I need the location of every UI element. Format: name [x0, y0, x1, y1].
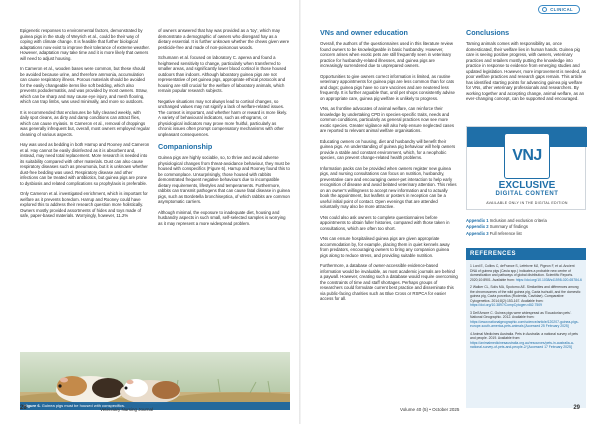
paragraph: VNs can ensure hospitalised guinea pigs are given appropriate accommodation by, for example, placing them in quiet kennels away from predators, encouraging owners to bring any companion guinea pigs along to reduce stress, and providing suitable nutrition. [320, 236, 450, 258]
appendix-item[interactable]: Appendix 1 Inclusion and exclusion criteria [466, 218, 547, 223]
paragraph: Overall, the authors of the questionnaires used in this literature review found owners to be knowledgeable in basic husbandry. However, concern arises when exotic pets are still frequently seen in veterinary practice for husbandry-related illnesses, and guinea pigs are increasingly surrendered due to unprepared owners. [320, 41, 454, 68]
paragraph: Epigenetic responses to environmental factors, demonstrated by guinea pigs in the study of Weyrich et al., could be their way of coping with climate change. It is feasible that further biological adaptations now exist to improve their tolerance of extreme weather. However, adaptation may take time and it is more likely that owners will need to adjust housing. [20, 28, 150, 61]
paragraph: Guinea pigs are highly sociable, so, to thrive and avoid adverse physiological changes from threat-avoidance behaviour, they must be housed with conspecifics (Figure 6). Harrup and Rooney found this to be commonplace. Unsurprisingly, those housed with rabbits demonstrated frequent negative behaviours due to incompatible dietary requirements, lifestyles and temperaments. Furthermore, rabbits can transmit pathogens that can cause fatal disease in guinea pigs, such as Bordetella bronchiseptica, of which rabbits are common asymptomatic carriers. [158, 155, 290, 204]
reference-item: 3 Dell'Amore C. Guinea pigs were widespread as 'Ecuadorian pets'. National Geographic. 2012. Available from: https://www.nationalgeographic.com/science/article/120207-guinea-pigs-europe-south-america-pets-animals [Accessed 25 February 2025] [470, 310, 579, 328]
appendix-item[interactable]: Appendix 3 Full reference list [466, 230, 522, 236]
page-gutter [299, 0, 301, 424]
paragraph: Taming animals comes with responsibility as, once domesticated, their welfare lies in human hands. Guinea pig care is seeing positive progress, with owners, veterinary practices and retailers mostly putting the knowledge into practice in response to evidence from emerging studies and updated legislation. However, more improvement is needed, as poor welfare practices and research gaps remain. This article has identified starting points for advancing guinea pig welfare for VNs, other veterinary professionals and researchers. By working together and accepting change, animal welfare, as an ever-changing concept, can be supported and encouraged. [466, 41, 586, 101]
reference-link[interactable]: https://www.nationalgeographic.com/science/article/120207-guinea-pigs-europe-south-america-pets-animals [Accessed 25 February 2025] [470, 319, 579, 328]
appendix-item[interactable]: Appendix 2 Summary of findings [466, 224, 528, 230]
paragraph: Although minimal, the exposure to inadequate diet, housing and husbandry aspects in such small, self-selected samples is worrying as it may represent a more widespread problem. [158, 209, 286, 226]
ad-headline: EXCLUSIVE [498, 180, 556, 191]
conclusions-heading: Conclusions [466, 28, 510, 37]
section-tag-label: CLINICAL [550, 7, 573, 12]
reference-item: 4 Animal Medicines Australia. Pets in Australia: a national survey of pets and people. 2019. Available from: https://animalmedicinesaustralia.org.au/resources/pets-in-australia-a-national-survey-of-pets-and-people-2/ [Accessed 17 February 2025] [470, 331, 578, 349]
section-tag-icon [542, 7, 547, 12]
paragraph: Educating owners on housing, diet and husbandry will benefit their guinea pigs. An understanding of guinea pig behaviour will help owners provide a stable and constant environment, which, for a neophobic species, can prevent change-related health problems. [320, 138, 456, 160]
references-heading: REFERENCES [466, 248, 586, 260]
vnj-logo-text: VNJ [512, 147, 542, 164]
figure-caption-text: Guinea pigs must be housed with conspecifics. [41, 403, 125, 408]
paragraph: Hay was used as bedding in both Harrup and Rooney and Cameron et al. Hay cannot be easily disinfected as it is absorbent and, instead, may need total replacement. More research is needed into its suitability compared with other materials. Dust can also cause respiratory diseases such as pneumonia, but it is unknown whether dust-free bedding was used. Respiratory disease and other infections can be treated with antibiotics, but guinea pigs are prone to dysbiosis and related complications so prophylaxis is preferable. [20, 142, 150, 186]
left-page-column-2 [158, 28, 290, 358]
ad-note: AVAILABLE ONLY IN THE DIGITAL EDITION [486, 201, 568, 205]
paragraph: It is recommended that enclosures be fully cleaned weekly, with daily spot cleans, as dirty and damp conditions can attract flies, which can cause myiasis. In Cameron et al., removal of droppings was generally infrequent but, overall, most owners employed regular cleaning of various aspects. [20, 109, 150, 137]
paragraph: In Cameron et al., wooden bases were common, but these should be avoided because urine, and therefore ammonia, accumulation can cause respiratory illness. Porous materials should be avoided for the easily changeable items like soft bedding, which also prevents pododermatitis, and was provided by most owners. Straw, which can be sharp and may cause eye injury, and mesh flooring, which can trap limbs, was used minimally, and more so outdoors. [20, 66, 148, 104]
appendix-list [466, 218, 586, 237]
reference-link[interactable]: https://doi.org/10.3897/CompCytogen.v8i2.7509 [470, 303, 543, 307]
reference-link[interactable]: https://doi.org/10.1038/s41598-020-65784-6 [515, 277, 582, 282]
paragraph: VNs could also ask owners to complete questionnaires before appointments to obtain fuller histories, compared with those taken in consultations, which are often too short. [320, 214, 450, 231]
reference-item: 2 Walker CL, Solís MA, Spotorno AE. Similarities and differences among the chromosomes of the wild guinea pig, Cavia tschudii, and the domestic guinea pig, Cavia porcellus (Rodentia, Caviidae). Comparative Cytogenetics. 2014;8(2):153-167. Available from: https://doi.org/10.3897/CompCytogen.v8i2.7509 [470, 285, 581, 307]
section-tag [538, 5, 580, 14]
paragraph: Opportunities to give owners correct information is limited, as routine veterinary appointments for guinea pigs are less common than for cats and dogs; guinea pigs have no core vaccines and are neutered less frequently. It is further arguable that, until pet shops consistently advise on appropriate care, guinea pig welfare is unlikely to progress. [320, 73, 455, 101]
companionship-heading: Companionship [158, 142, 213, 151]
left-page-column-1 [20, 28, 150, 358]
vns-education-heading: VNs and owner education [320, 28, 408, 37]
paragraph: Information packs can be provided when owners register new guinea pigs, and nursing consultations can focus on nutrition, husbandry, preventative care and encouraging owner-pet interaction to help early recognition of disease and avoid belated veterinary attention. This relies on an owner's willingness to accept new information and to actually book the appointment, but leaflets or posters in reception can be a useful initial point of contact. Open evenings that are attended voluntarily may also be more attractive. [320, 165, 457, 209]
right-page-column-1 [320, 28, 458, 388]
reference-item: 1 Lord E, Collins C, deFrance S, Lefebvre MJ, Pigeon F, et al. Ancient DNA of guinea pigs (Cavia spp.) indicates a probable new centre of domestication and pathways of global distribution. Scientific Reports. 2020;10:8901. Available from: https://doi.org/10.1038/s41598-020-65784-6 [470, 264, 582, 282]
figure-label: Figure 6. [24, 403, 41, 408]
guinea-pigs-photo [20, 352, 290, 410]
references-box [466, 248, 586, 408]
right-page-column-2 [466, 28, 586, 107]
left-footer-text: Veterinary Nursing Journal [100, 407, 154, 412]
paragraph: VNs, as frontline advocates of animal welfare, can reinforce their knowledge by undertaking CPD in species-specific traits, needs and common conditions, particularly as general practices now see more exotic species. Greater vigilance will also help ensure neglected cases are reported to relevant animal welfare organisations. [320, 106, 454, 133]
right-page-number: 29 [573, 405, 580, 411]
digital-edition-ad [466, 126, 586, 210]
right-footer-text: Volume 40 (5) • October 2025 [400, 407, 460, 412]
paragraph: Schumann et al. focused on laboratory C. aperea and found a heightened sensitivity to change, particularly when transferred to smaller areas, and significantly lower blood cortisol in those housed outdoors than indoors. Although laboratory guinea pigs are not representative of pet guinea pigs, appropriate ethical protocols and housing are still crucial for the welfare of laboratory animals, which remain popular research subjects. [158, 55, 287, 93]
reference-link[interactable]: https://animalmedicinesaustralia.org.au/resources/pets-in-australia-a-national-survey-of-pets-and-people-2/ [Accessed 17 February 2025] [470, 340, 574, 349]
left-page-number: 28 [20, 405, 27, 411]
paragraph: Negative situations may not always lead to cortisol changes, so unchanged values may not signify a lack of welfare-related issues. The context is important, and whether harm or reward is more likely. A variety of behavioural indicators, such as ethograms, or physiological indicators may prove more fruitful, particularly as chronic issues often prompt compensatory mechanisms with other unpleasant consequences. [158, 98, 288, 137]
ad-subhead: DIGITAL CONTENT [495, 191, 559, 197]
paragraph: Only Cameron et al. investigated enrichment, which is important for welfare as it prevents boredom. Harrup and Rooney could have explored this to address their research question more holistically. Owners mostly provided assortments of hides and toys made of safe, paper-based materials. Worryingly, however, 11.2% [20, 191, 148, 218]
paragraph: of owners answered that hay was provided as a 'toy', which may demonstrate a demographic of owners who disregard hay as a dietary essential. It is further unknown whether the chews given were pesticide-free and made of non-poisonous woods. [158, 28, 290, 50]
paragraph: Furthermore, a database of owner-accessible evidence-based information would be invaluable, as most academic journals are behind a paywall. However, creating such a database would require overcoming the constraints of time and staff shortages. Perhaps groups of researchers could formulate current best practice and disseminate this via public-facing charities such as Blue Cross or RSPCA for easier access for all. [320, 263, 458, 301]
vnj-logo [504, 133, 550, 179]
figure-caption [20, 402, 290, 410]
